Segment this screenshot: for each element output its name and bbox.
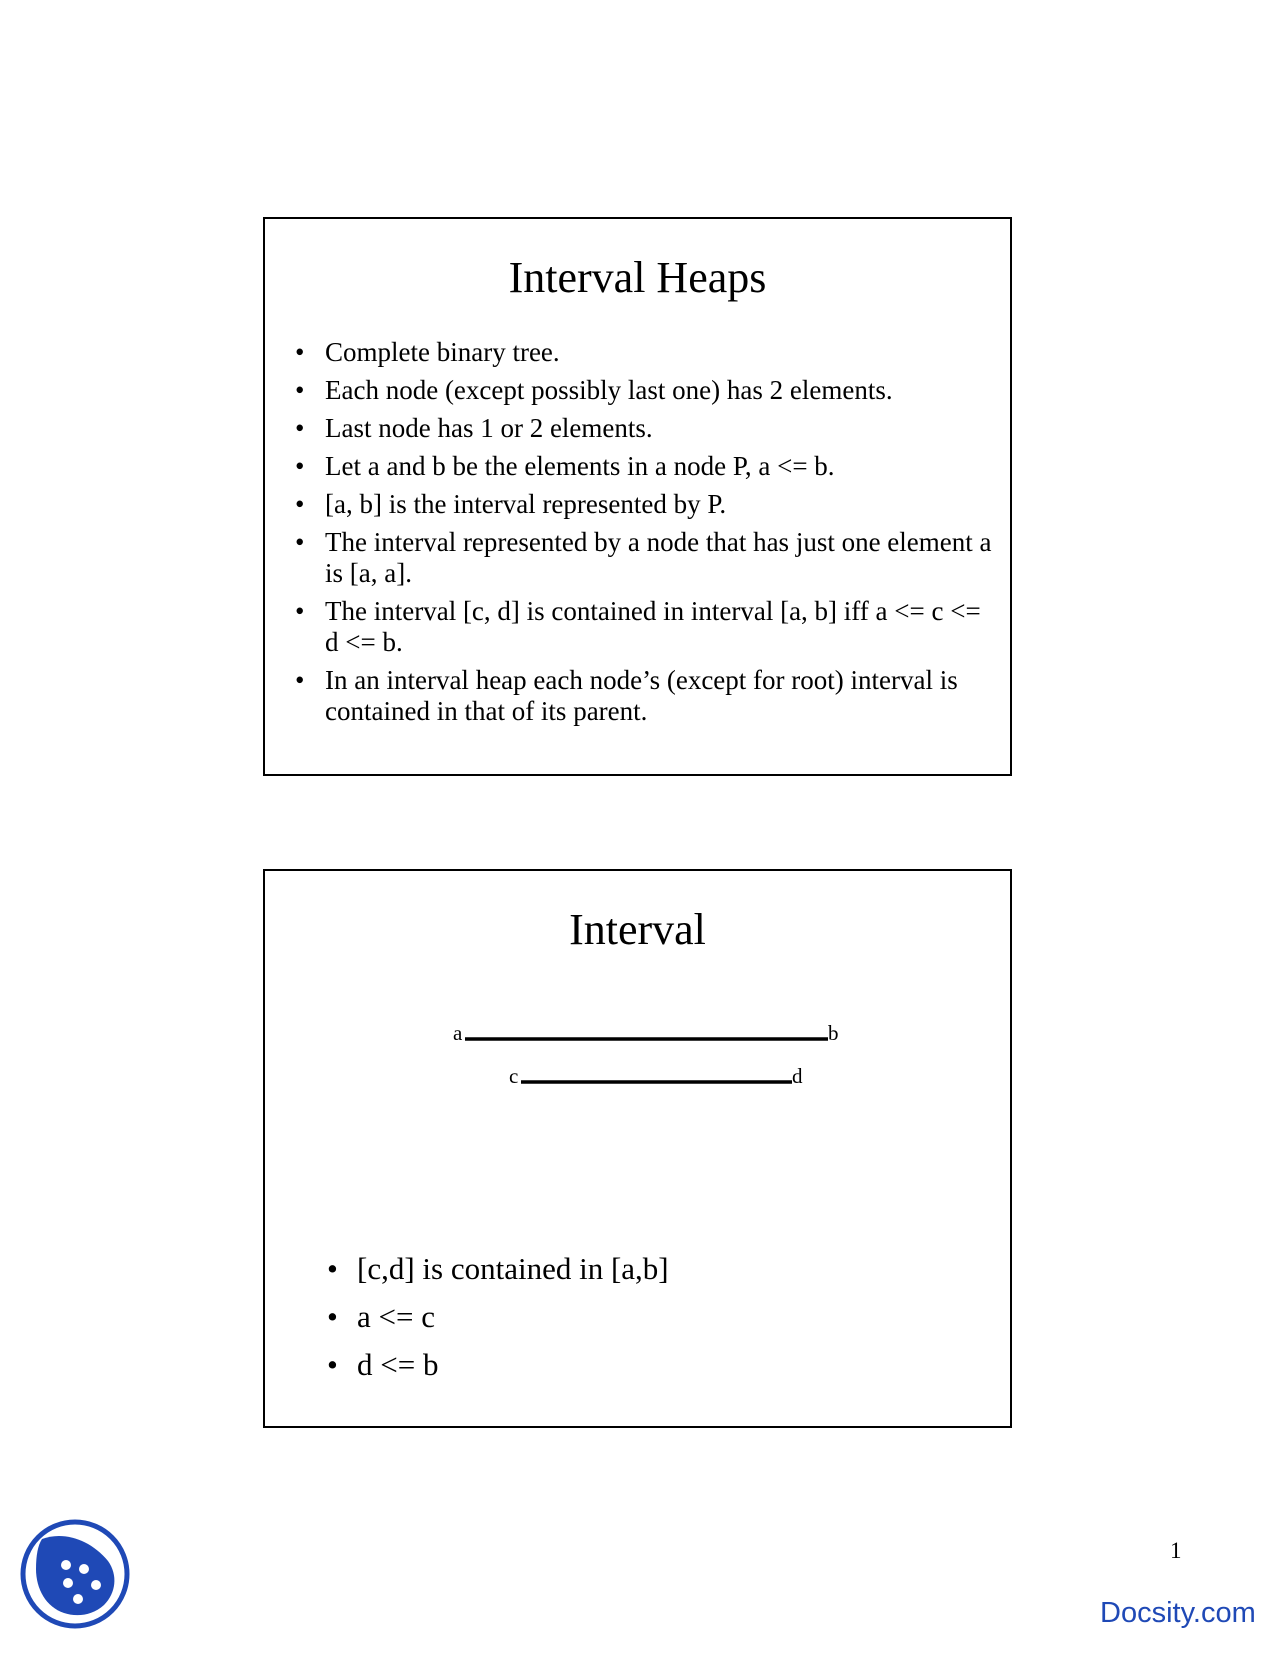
list-item: • Complete binary tree. [295,337,560,367]
label-d: d [792,1064,803,1088]
bullet-list [327,1251,927,1395]
bullet-icon: • [295,337,305,367]
bullet-icon: • [295,451,305,481]
slide-interval [263,869,1012,1428]
bullet-icon: • [295,527,305,557]
slide-title: Interval [569,905,706,954]
label-b: b [828,1021,839,1045]
list-item: • In an interval heap each node’s (except for root) interval is contained in that of its parent. [295,665,958,726]
docsity-logo-icon[interactable] [18,1517,132,1631]
docsity-link[interactable]: Docsity.com [1100,1597,1256,1629]
interval-diagram [265,1011,1010,1101]
list-item: • [a, b] is the interval represented by P. [295,489,727,519]
list-item: • The interval [c, d] is contained in interval [a, b] iff a <= c <= d <= b. [295,596,981,657]
list-item: • a <= c [327,1299,435,1334]
list-item: • [c,d] is contained in [a,b] [327,1251,669,1286]
bullet-icon: • [295,413,305,443]
page-number: 1 [1170,1538,1182,1563]
bullet-icon: • [327,1251,338,1286]
bullet-icon: • [327,1347,338,1382]
label-a: a [453,1021,463,1045]
slide-interval-heaps [263,217,1012,776]
list-item: • Each node (except possibly last one) has 2 elements. [295,375,893,405]
bullet-icon: • [295,665,305,695]
bullet-icon: • [295,375,305,405]
list-item: • Last node has 1 or 2 elements. [295,413,653,443]
bullet-list [295,337,995,734]
bullet-icon: • [295,489,305,519]
list-item: • d <= b [327,1347,439,1382]
bullet-icon: • [295,596,305,626]
slide-title: Interval Heaps [508,253,767,302]
list-item: • The interval represented by a node that has just one element a is [a, a]. [295,527,992,588]
label-c: c [509,1064,519,1088]
bullet-icon: • [327,1299,338,1334]
list-item: • Let a and b be the elements in a node P, a <= b. [295,451,835,481]
